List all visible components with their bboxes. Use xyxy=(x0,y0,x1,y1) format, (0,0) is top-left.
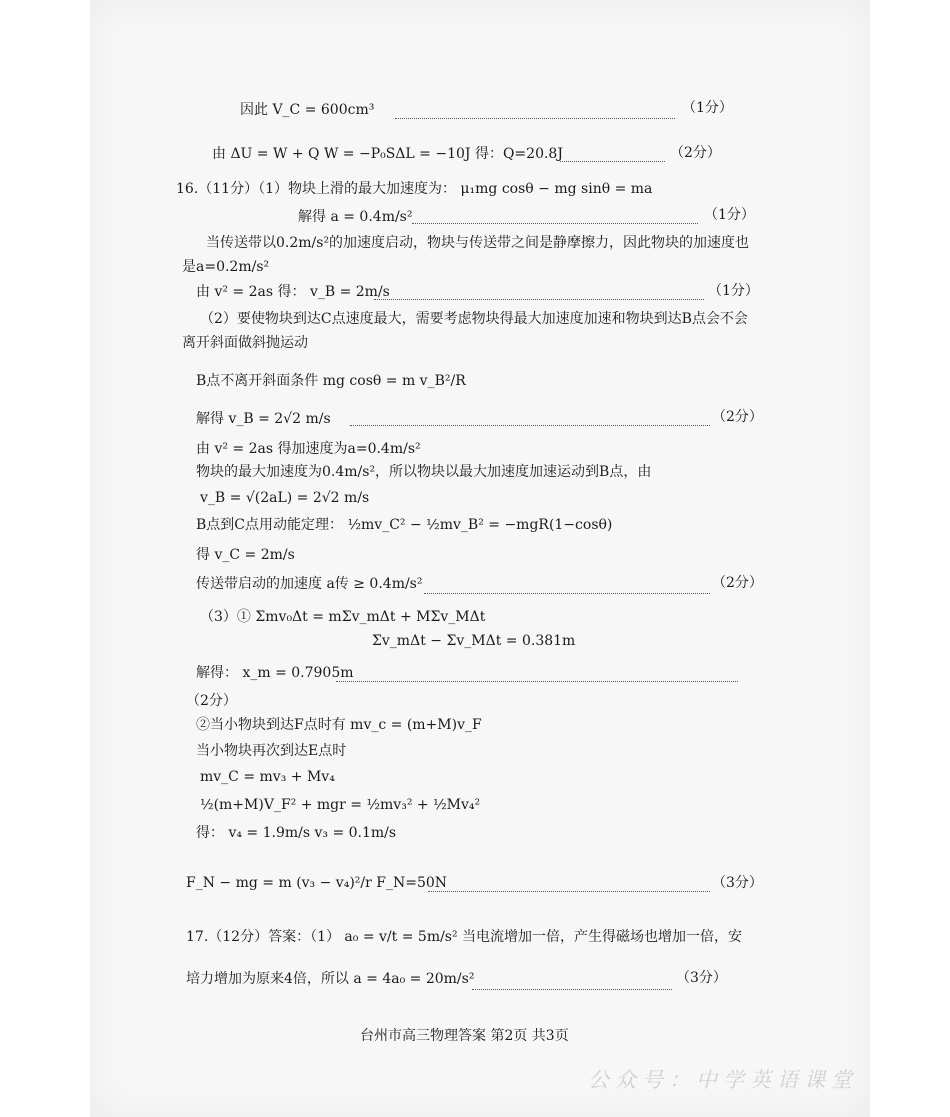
line-point-e: 当小物块再次到达E点时 xyxy=(196,743,347,759)
line-accel: 由 v² = 2as 得加速度为a=0.4m/s² xyxy=(196,441,421,457)
line-momentum-e: mv_C = mv₃ + Mv₄ xyxy=(200,769,335,785)
leader-dots xyxy=(424,592,710,594)
points: （1分） xyxy=(682,100,733,116)
page-footer: 台州市高三物理答案 第2页 共3页 xyxy=(360,1028,569,1044)
question-17-heading: 17.（12分）答案：（1） a₀ = v/t = 5m/s² 当电流增加一倍，产生得磁场也增加一倍，安 xyxy=(186,929,743,945)
points: （2分） xyxy=(670,145,721,161)
line-energy-e: ½(m+M)V_F² + mgr = ½mv₃² + ½Mv₄² xyxy=(200,797,481,813)
leader-dots xyxy=(374,298,704,300)
part-2-intro: （2）要使物块到达C点速度最大，需要考虑物块得最大加速度加速和物块到达B点会不会 xyxy=(200,311,748,327)
line-a: 解得 a = 0.4m/s² xyxy=(298,209,413,225)
line-ampere: 培力增加为原来4倍，所以 a = 4a₀ = 20m/s² xyxy=(186,971,475,987)
part-3-sum: Σv_mΔt − Σv_MΔt = 0.381m xyxy=(372,633,576,649)
line-point-f: ②当小物块到达F点时有 mv_c = (m+M)v_F xyxy=(196,717,482,733)
line-energy-theorem: B点到C点用动能定理： ½mv_C² − ½mv_B² = −mgR(1−cosθ) xyxy=(196,517,613,533)
part-2-intro-cont: 离开斜面做斜抛运动 xyxy=(182,335,308,351)
leader-dots xyxy=(336,680,738,682)
points: （3分） xyxy=(676,970,727,986)
leader-dots xyxy=(412,222,698,224)
leader-dots xyxy=(395,117,675,119)
line-vb-solution: 解得 v_B = 2√2 m/s xyxy=(196,411,331,427)
points: （2分） xyxy=(712,575,763,591)
question-16-heading: 16.（11分）（1）物块上滑的最大加速度为： μ₁mg cosθ − mg sinθ = ma xyxy=(176,181,653,197)
line-normal-force: F_N − mg = m (v₃ − v₄)²/r F_N=50N xyxy=(186,875,448,891)
para-belt-cont: 是a=0.2m/s² xyxy=(182,259,270,275)
leader-dots xyxy=(428,890,710,892)
leader-dots xyxy=(350,424,710,426)
line-max-accel: 物块的最大加速度为0.4m/s²，所以物块以最大加速度加速运动到B点，由 xyxy=(196,464,652,480)
line-v3v4: 得： v₄ = 1.9m/s v₃ = 0.1m/s xyxy=(196,825,397,841)
line-vc-result: 得 v_C = 2m/s xyxy=(196,547,295,563)
line-energy: 由 ΔU = W + Q W = −P₀SΔL = −10J 得：Q=20.8J xyxy=(212,146,563,162)
para-belt: 当传送带以0.2m/s²的加速度启动，物块与传送带之间是静摩擦力，因此物块的加速度也 xyxy=(206,235,750,251)
watermark: 公众号：中学英语课堂 xyxy=(588,1068,858,1092)
points: （1分） xyxy=(708,283,759,299)
line-b-condition: B点不离开斜面条件 mg cosθ = m v_B²/R xyxy=(196,373,466,389)
part-3-momentum: （3）① Σmv₀Δt = mΣv_mΔt + MΣv_MΔt xyxy=(200,609,486,625)
line-vb-derivation: v_B = √(2aL) = 2√2 m/s xyxy=(200,490,370,506)
line-vb: 由 v² = 2as 得： v_B = 2m/s xyxy=(196,284,390,300)
points: （1分） xyxy=(704,207,755,223)
points-standalone: （2分） xyxy=(186,693,237,709)
line-belt-accel: 传送带启动的加速度 a传 ≥ 0.4m/s² xyxy=(196,576,423,592)
line-vc: 因此 V_C = 600cm³ xyxy=(240,102,375,118)
leader-dots xyxy=(472,988,672,990)
points: （3分） xyxy=(712,875,763,891)
leader-dots xyxy=(560,160,665,162)
line-xm: 解得： x_m = 0.7905m xyxy=(196,665,354,681)
points: （2分） xyxy=(712,409,763,425)
